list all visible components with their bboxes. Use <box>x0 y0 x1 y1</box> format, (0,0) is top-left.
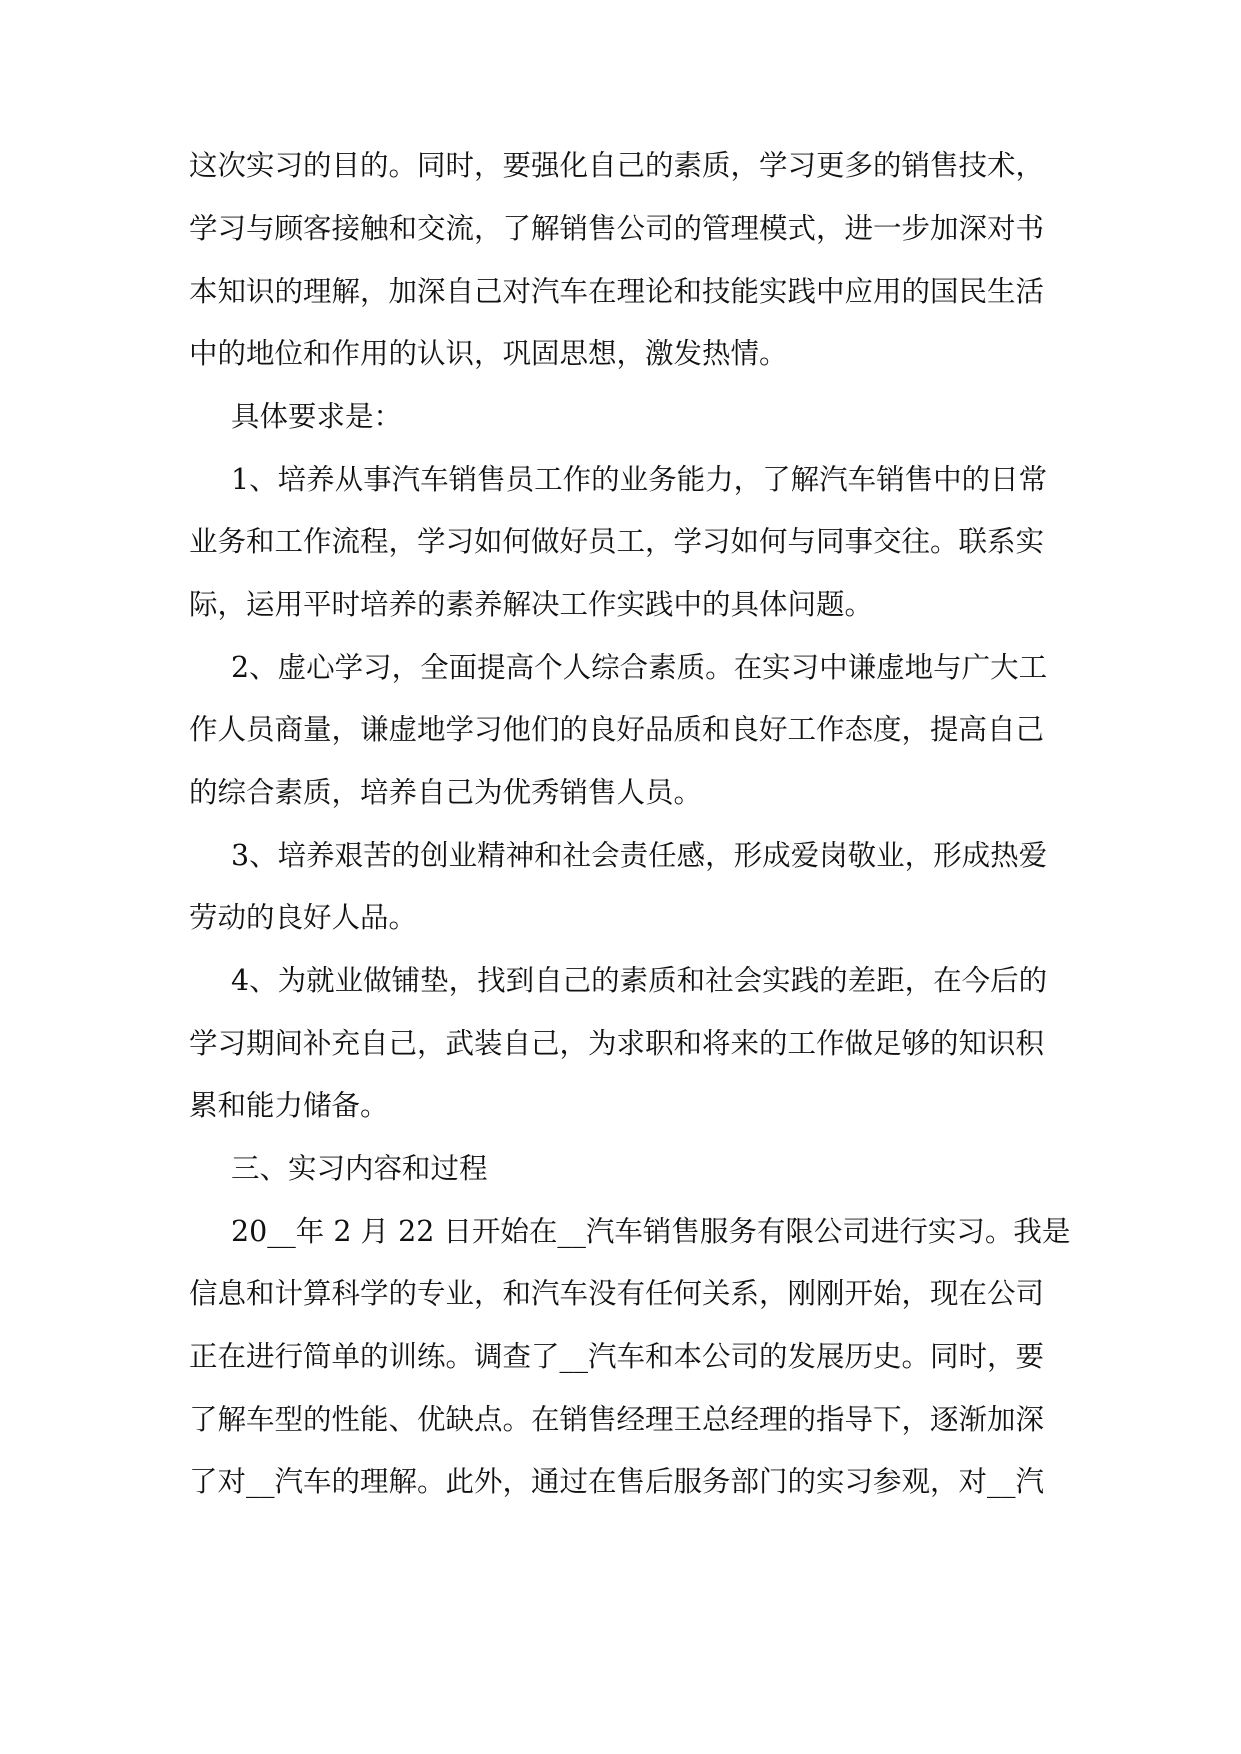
text-line: 业务和工作流程，学习如何做好员工，学习如何与同事交往。联系实 <box>189 525 1045 558</box>
text-line: 累和能力储备。 <box>189 1089 389 1122</box>
text-line: 正在进行简单的训练。调查了__汽车和本公司的发展历史。同时，要 <box>189 1340 1045 1373</box>
text-line: 学习期间补充自己，武装自己，为求职和将来的工作做足够的知识积 <box>189 1027 1045 1060</box>
text-line: 劳动的良好人品。 <box>189 901 418 934</box>
text-line: 学习与顾客接触和交流，了解销售公司的管理模式，进一步加深对书 <box>189 212 1045 245</box>
text-line: 作人员商量，谦虚地学习他们的良好品质和良好工作态度，提高自己 <box>189 713 1045 746</box>
text-line: 4、为就业做铺垫，找到自己的素质和社会实践的差距，在今后的 <box>231 964 1048 997</box>
text-line: 中的地位和作用的认识，巩固思想，激发热情。 <box>189 337 788 370</box>
text-line: 际，运用平时培养的素养解决工作实践中的具体问题。 <box>189 588 874 621</box>
text-line: 3、培养艰苦的创业精神和社会责任感，形成爱岗敬业，形成热爱 <box>231 839 1048 872</box>
text-line: 具体要求是： <box>231 400 403 433</box>
text-line: 了对__汽车的理解。此外，通过在售后服务部门的实习参观，对__汽 <box>189 1465 1045 1498</box>
text-line: 本知识的理解，加深自己对汽车在理论和技能实践中应用的国民生活 <box>189 275 1045 308</box>
text-line: 了解车型的性能、优缺点。在销售经理王总经理的指导下，逐渐加深 <box>189 1403 1045 1436</box>
text-line: 这次实习的目的。同时，要强化自己的素质，学习更多的销售技术， <box>189 149 1045 182</box>
section-heading: 三、实习内容和过程 <box>231 1152 488 1185</box>
text-line: 信息和计算科学的专业，和汽车没有任何关系，刚刚开始，现在公司 <box>189 1277 1045 1310</box>
text-line: 2、虚心学习，全面提高个人综合素质。在实习中谦虚地与广大工 <box>231 651 1048 684</box>
text-line: 的综合素质，培养自己为优秀销售人员。 <box>189 776 703 809</box>
text-line: 20__年 2 月 22 日开始在__汽车销售服务有限公司进行实习。我是 <box>231 1215 1071 1248</box>
text-line: 1、培养从事汽车销售员工作的业务能力，了解汽车销售中的日常 <box>231 463 1048 496</box>
